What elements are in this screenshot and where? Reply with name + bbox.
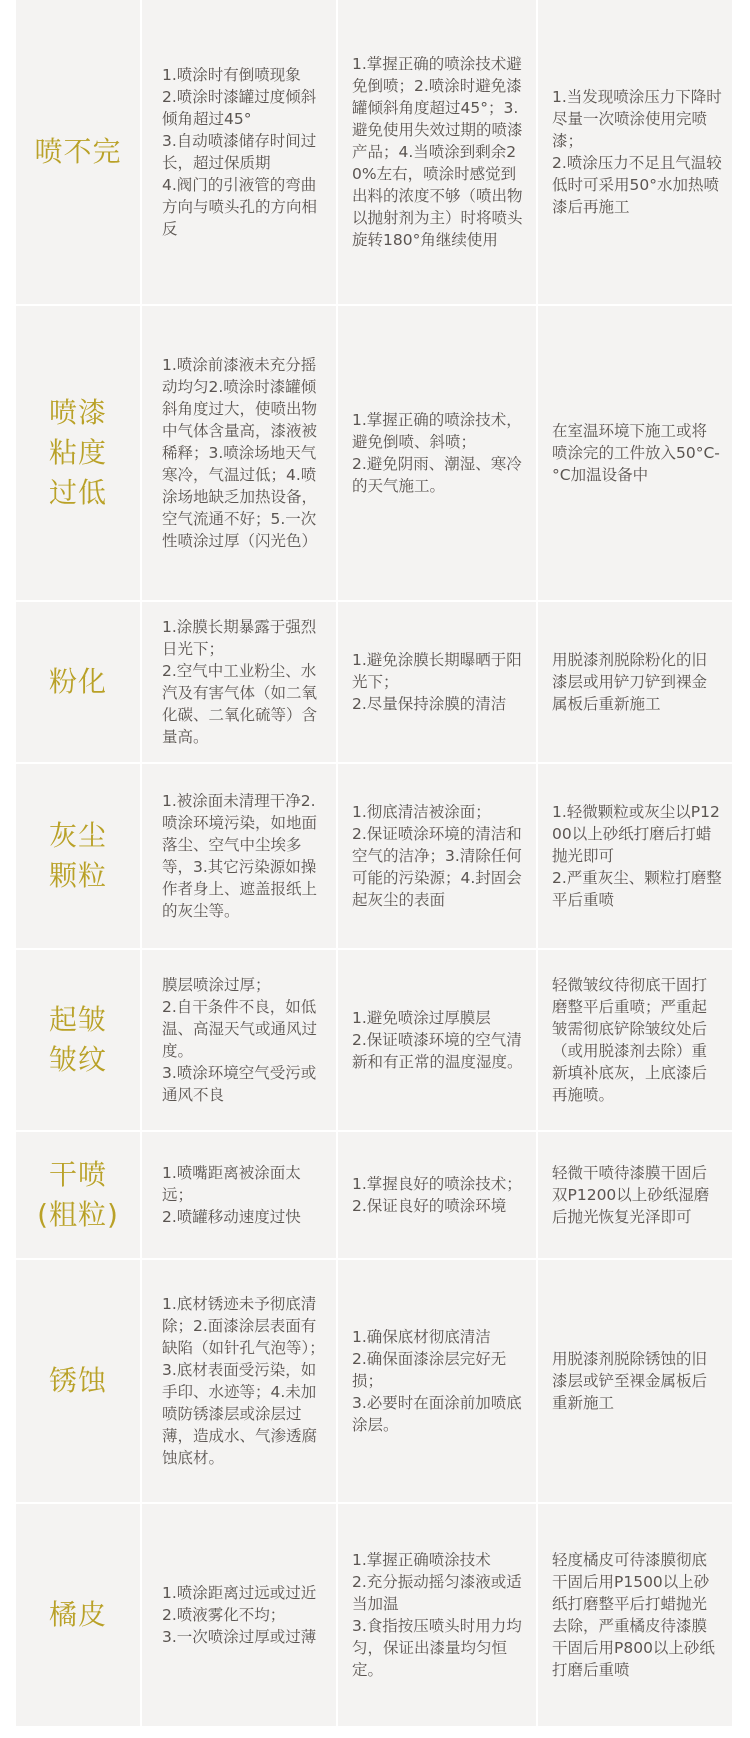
defect-name: 锈蚀 [48, 1364, 107, 1397]
fix-text: 轻度橘皮可待漆膜彻底干固后用P1500以上砂纸打磨整平后打蜡抛光去除，严重橘皮待漆膜干固后用P800以上砂纸打磨后重喷 [552, 1551, 715, 1679]
prevention-text: 1.掌握正确喷涂技术 2.充分振动摇匀漆液或适当加温 3.食指按压喷头时用力均匀，保证出漆量均匀恒定。 [352, 1551, 522, 1679]
defect-name-cell [16, 306, 142, 600]
cause-cell [142, 0, 338, 304]
defect-name: 粉化 [48, 665, 107, 698]
defect-name-cell [16, 1260, 142, 1502]
fix-cell [538, 306, 732, 600]
prevention-text: 1.掌握良好的喷涂技术； 2.保证良好的喷涂环境 [352, 1175, 522, 1215]
fix-cell [538, 1260, 732, 1502]
cause-cell [142, 950, 338, 1130]
cause-text: 1.涂膜长期暴露于强烈日光下； 2.空气中工业粉尘、水汽及有害气体（如二氧化碳、二氧化硫等）含量高。 [162, 618, 318, 746]
defect-name: 起皱 皱纹 [48, 1003, 107, 1076]
prevention-text: 1.掌握正确的喷涂技术，避免倒喷、斜喷； 2.避免阴雨、潮湿、寒冷的天气施工。 [352, 411, 522, 495]
prevention-text: 1.避免涂膜长期曝晒于阳光下； 2.尽量保持涂膜的清洁 [352, 651, 522, 713]
prevention-text: 1.掌握正确的喷涂技术避免倒喷；2.喷涂时避免漆罐倾斜角度超过45°；3.避免使用失效过期的喷漆产品；4.当喷涂到剩余20%左右，喷涂时感觉到出料的浓度不够（喷出物以抛射剂为主）时将喷头旋转180°角继续使用 [352, 55, 523, 249]
defect-name: 喷不完 [34, 135, 122, 168]
table-row [16, 1504, 732, 1728]
defect-name: 干喷 (粗粒) [37, 1158, 119, 1231]
defect-name-cell [16, 1504, 142, 1726]
cause-cell [142, 602, 338, 762]
prevention-cell [338, 306, 538, 600]
cause-cell [142, 1132, 338, 1258]
table-row [16, 950, 732, 1132]
fix-cell [538, 0, 732, 304]
table-row [16, 764, 732, 950]
table-row [16, 602, 732, 764]
table-row [16, 1260, 732, 1504]
fix-text: 用脱漆剂脱除粉化的旧漆层或用铲刀铲到裸金属板后重新施工 [552, 651, 708, 713]
table-row [16, 306, 732, 602]
cause-text: 1.喷涂距离过远或过近 2.喷液雾化不均； 3.一次喷涂过厚或过薄 [162, 1584, 317, 1646]
prevention-cell [338, 602, 538, 762]
prevention-cell [338, 1132, 538, 1258]
table-row [16, 1132, 732, 1260]
prevention-text: 1.避免喷涂过厚膜层 2.保证喷漆环境的空气清新和有正常的温度湿度。 [352, 1009, 523, 1071]
cause-cell [142, 1504, 338, 1726]
cause-text: 1.喷嘴距离被涂面太远； 2.喷罐移动速度过快 [162, 1164, 301, 1226]
fix-text: 1.轻微颗粒或灰尘以P1200以上砂纸打磨后打蜡抛光即可 2.严重灰尘、颗粒打磨整平后重喷 [552, 803, 722, 909]
fix-text: 在室温环境下施工或将喷涂完的工件放入50°C-°C加温设备中 [552, 422, 720, 484]
defect-name-cell [16, 602, 142, 762]
cause-text: 1.喷涂前漆液未充分摇动均匀2.喷涂时漆罐倾斜角度过大，使喷出物中气体含量高，漆液被稀释；3.喷涂场地天气寒冷，气温过低；4.喷涂场地缺乏加热设备，空气流通不好；5.一次性喷涂过厚（闪光色） [162, 356, 318, 550]
cause-text: 1.被涂面未清理干净2.喷涂环境污染，如地面落尘、空气中尘埃多等，3.其它污染源如操作者身上、遮盖报纸上的灰尘等。 [162, 792, 318, 920]
cause-text: 1.喷涂时有倒喷现象 2.喷涂时漆罐过度倾斜倾角超过45° 3.自动喷漆储存时间过长，超过保质期 4.阀门的引液管的弯曲方向与喷头孔的方向相反 [162, 66, 318, 238]
prevention-cell [338, 950, 538, 1130]
defect-name-cell [16, 950, 142, 1130]
prevention-cell [338, 764, 538, 948]
fix-cell [538, 1132, 732, 1258]
defect-name: 橘皮 [48, 1598, 107, 1631]
cause-cell [142, 1260, 338, 1502]
fix-cell [538, 950, 732, 1130]
cause-cell [142, 306, 338, 600]
prevention-text: 1.确保底材彻底清洁 2.确保面漆涂层完好无损； 3.必要时在面涂前加喷底涂层。 [352, 1328, 522, 1434]
prevention-cell [338, 1260, 538, 1502]
cause-cell [142, 764, 338, 948]
defect-name: 灰尘 颗粒 [48, 819, 107, 892]
fix-cell [538, 602, 732, 762]
prevention-cell [338, 1504, 538, 1726]
defect-name: 喷漆 粘度 过低 [48, 396, 107, 509]
fix-cell [538, 1504, 732, 1726]
cause-text: 1.底材锈迹未予彻底清除；2.面漆涂层表面有缺陷（如针孔气泡等）；3.底材表面受污染，如手印、水迹等；4.未加喷防锈漆层或涂层过薄，造成水、气渗透腐蚀底材。 [162, 1295, 325, 1467]
defect-name-cell [16, 0, 142, 304]
prevention-cell [338, 0, 538, 304]
fix-text: 轻微皱纹待彻底干固打磨整平后重喷；严重起皱需彻底铲除皱纹处后（或用脱漆剂去除）重新填补底灰，上底漆后再施喷。 [552, 976, 708, 1104]
fix-text: 轻微干喷待漆膜干固后双P1200以上砂纸湿磨后抛光恢复光泽即可 [552, 1164, 710, 1226]
prevention-text: 1.彻底清洁被涂面； 2.保证喷涂环境的清洁和空气的洁净；3.清除任何可能的污染源；4.封固会起灰尘的表面 [352, 803, 522, 909]
fix-text: 用脱漆剂脱除锈蚀的旧漆层或铲至裸金属板后重新施工 [552, 1350, 708, 1412]
fix-cell [538, 764, 732, 948]
fix-text: 1.当发现喷涂压力下降时尽量一次喷涂使用完喷漆； 2.喷涂压力不足且气温较低时可采用50°水加热喷漆后再施工 [552, 88, 722, 216]
table-row [16, 0, 732, 306]
defect-table [16, 0, 732, 1728]
cause-text: 膜层喷涂过厚； 2.自干条件不良，如低温、高湿天气或通风过度。 3.喷涂环境空气受污或通风不良 [162, 976, 318, 1104]
defect-name-cell [16, 764, 142, 948]
defect-name-cell [16, 1132, 142, 1258]
